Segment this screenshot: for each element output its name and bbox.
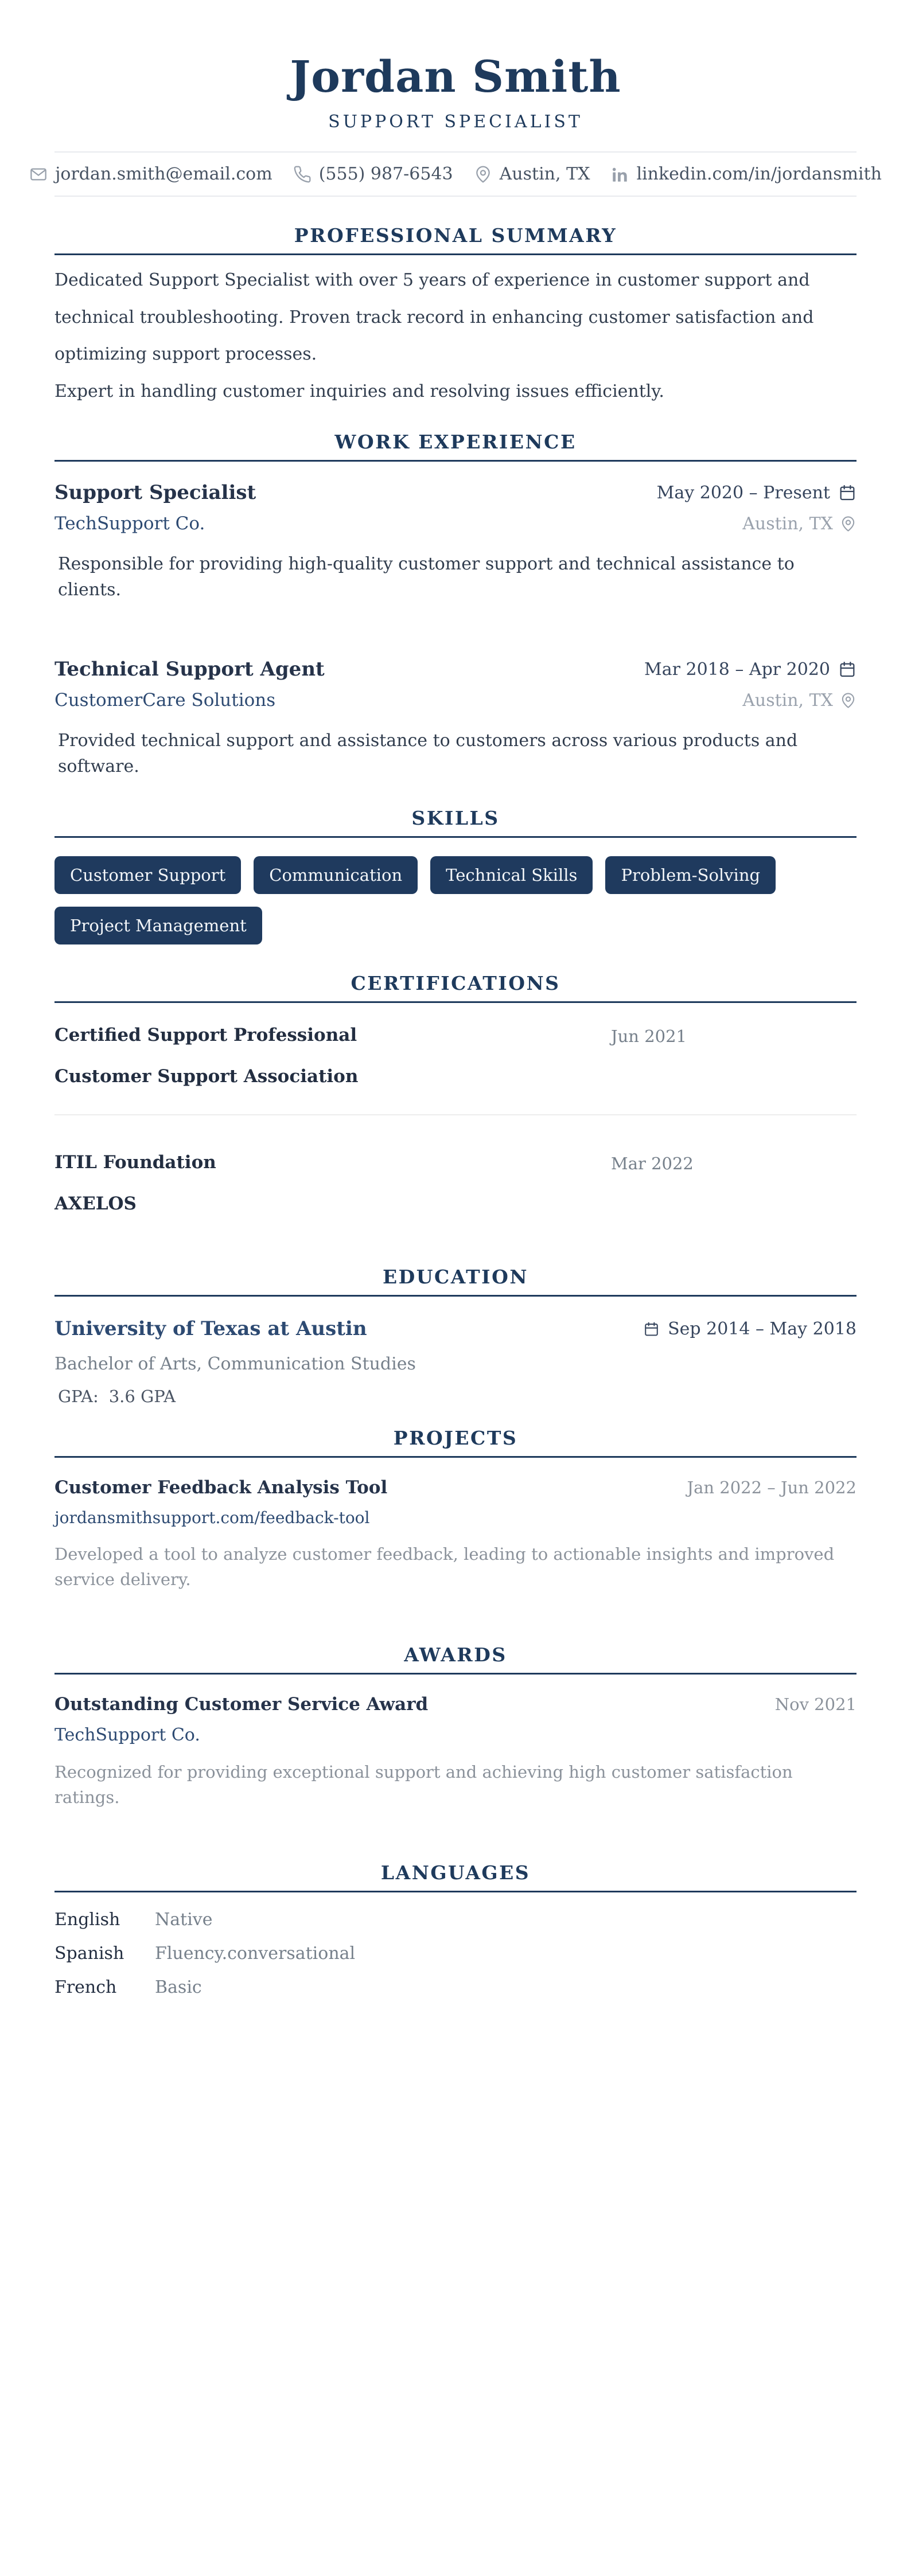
work-entry [54, 658, 857, 779]
section-heading: PROJECTS [393, 1427, 518, 1449]
section-projects [54, 1427, 857, 1592]
contact-email-text: jordan.smith@email.com [55, 164, 272, 184]
language-table [54, 1910, 857, 1997]
project-link[interactable]: jordansmithsupport.com/feedback-tool [54, 1508, 370, 1527]
divider-bottom [54, 196, 857, 197]
job-dates [657, 483, 857, 503]
company-name: TechSupport Co. [54, 513, 205, 534]
section-heading: LANGUAGES [380, 1861, 531, 1884]
contact-linkedin[interactable] [610, 164, 881, 184]
language-name: English [54, 1910, 120, 1930]
summary-paragraph: Expert in handling customer inquiries and resolving issues efficiently. [54, 381, 664, 401]
skill-chip: Problem-Solving [605, 856, 776, 894]
summary-paragraph: Dedicated Support Specialist with over 5 years of experience in customer support and technical troubleshooting. Proven track record in enhancing customer satisfaction and optimizing support processes. [54, 270, 814, 364]
award-entry [54, 1694, 857, 1810]
language-row [54, 1977, 857, 1997]
gpa-row [54, 1387, 857, 1406]
contact-linkedin-text: linkedin.com/in/jordansmith [636, 164, 882, 184]
section-education [54, 1266, 857, 1406]
skill-chip: Customer Support [54, 856, 241, 894]
contact-email[interactable] [29, 164, 272, 184]
summary-text [54, 262, 857, 410]
section-rule [54, 836, 857, 838]
job-location-text: Austin, TX [742, 513, 833, 534]
map-pin-icon [840, 516, 857, 532]
award-date: Nov 2021 [774, 1695, 857, 1714]
section-work-experience [54, 431, 857, 779]
job-dates [644, 659, 857, 680]
award-title: Outstanding Customer Service Award [54, 1694, 429, 1715]
section-heading: WORK EXPERIENCE [334, 431, 577, 453]
contact-row [54, 153, 882, 196]
skill-chip: Technical Skills [430, 856, 593, 894]
gpa-value: 3.6 GPA [108, 1387, 176, 1406]
education-dates [643, 1319, 857, 1339]
section-heading: SKILLS [411, 807, 500, 829]
language-level: Fluency.conversational [155, 1943, 356, 1964]
section-skills [54, 807, 857, 944]
gpa-label: GPA: [58, 1387, 99, 1406]
language-name: French [54, 1977, 117, 1997]
job-location-text: Austin, TX [742, 690, 833, 711]
calendar-icon [838, 660, 857, 678]
section-heading: CERTIFICATIONS [351, 972, 560, 994]
certification-entry [54, 1152, 857, 1214]
section-heading: PROFESSIONAL SUMMARY [294, 224, 617, 247]
job-description: Responsible for providing high-quality customer support and technical assistance to clients. [58, 554, 795, 600]
section-rule [54, 253, 857, 255]
map-pin-icon [474, 165, 492, 184]
contact-phone[interactable] [293, 164, 453, 184]
section-heading: EDUCATION [382, 1266, 528, 1288]
project-description: Developed a tool to analyze customer feedback, leading to actionable insights and improved service delivery. [54, 1544, 835, 1589]
map-pin-icon [840, 692, 857, 709]
certification-entry [54, 1025, 857, 1087]
job-description: Provided technical support and assistance to customers across various products and software. [58, 731, 798, 776]
section-rule [54, 1673, 857, 1675]
language-level: Native [155, 1910, 213, 1930]
page-title: Jordan Smith [290, 51, 621, 102]
contact-location-text: Austin, TX [499, 164, 590, 184]
skill-chip: Project Management [54, 907, 262, 944]
section-rule [54, 1891, 857, 1892]
calendar-icon [643, 1321, 660, 1337]
section-rule [54, 1001, 857, 1003]
section-heading: AWARDS [404, 1644, 507, 1666]
award-description: Recognized for providing exceptional support and achieving high customer satisfaction ratings. [54, 1762, 793, 1807]
section-rule [54, 1456, 857, 1458]
work-entry [54, 481, 857, 603]
project-title: Customer Feedback Analysis Tool [54, 1477, 388, 1498]
award-org: TechSupport Co. [54, 1725, 200, 1745]
section-rule [54, 1295, 857, 1297]
section-awards [54, 1644, 857, 1810]
certification-divider [54, 1114, 857, 1115]
education-date-text: Sep 2014 – May 2018 [668, 1318, 857, 1339]
job-title: Support Specialist [54, 481, 256, 504]
certification-date: Mar 2022 [611, 1154, 694, 1173]
project-entry [54, 1477, 857, 1592]
education-entry [54, 1317, 857, 1340]
language-name: Spanish [54, 1943, 124, 1964]
job-title: Technical Support Agent [54, 658, 325, 681]
skill-chip-list [54, 856, 857, 944]
calendar-icon [838, 483, 857, 502]
language-row [54, 1910, 857, 1930]
language-level: Basic [155, 1977, 202, 1997]
section-languages [54, 1861, 857, 1997]
job-headline: SUPPORT SPECIALIST [328, 112, 583, 132]
company-name: CustomerCare Solutions [54, 690, 276, 711]
project-date: Jan 2022 – Jun 2022 [687, 1478, 857, 1497]
job-location [742, 690, 857, 711]
skill-chip: Communication [254, 856, 418, 894]
job-location [742, 514, 857, 534]
degree: Bachelor of Arts, Communication Studies [54, 1354, 416, 1374]
certification-org: Customer Support Association [54, 1066, 359, 1087]
certification-org: AXELOS [54, 1193, 137, 1214]
certification-name: ITIL Foundation [54, 1152, 216, 1173]
linkedin-icon [610, 165, 629, 184]
section-certifications [54, 972, 857, 1214]
phone-icon [293, 165, 312, 184]
section-rule [54, 460, 857, 462]
section-professional-summary [54, 224, 857, 410]
language-row [54, 1943, 857, 1964]
certification-date: Jun 2021 [611, 1027, 687, 1046]
certification-name: Certified Support Professional [54, 1025, 357, 1045]
job-date-text: May 2020 – Present [656, 482, 830, 503]
school-name: University of Texas at Austin [54, 1317, 367, 1340]
contact-location [474, 164, 590, 184]
job-date-text: Mar 2018 – Apr 2020 [644, 659, 830, 680]
envelope-icon [29, 165, 48, 184]
contact-phone-text: (555) 987-6543 [318, 164, 453, 184]
